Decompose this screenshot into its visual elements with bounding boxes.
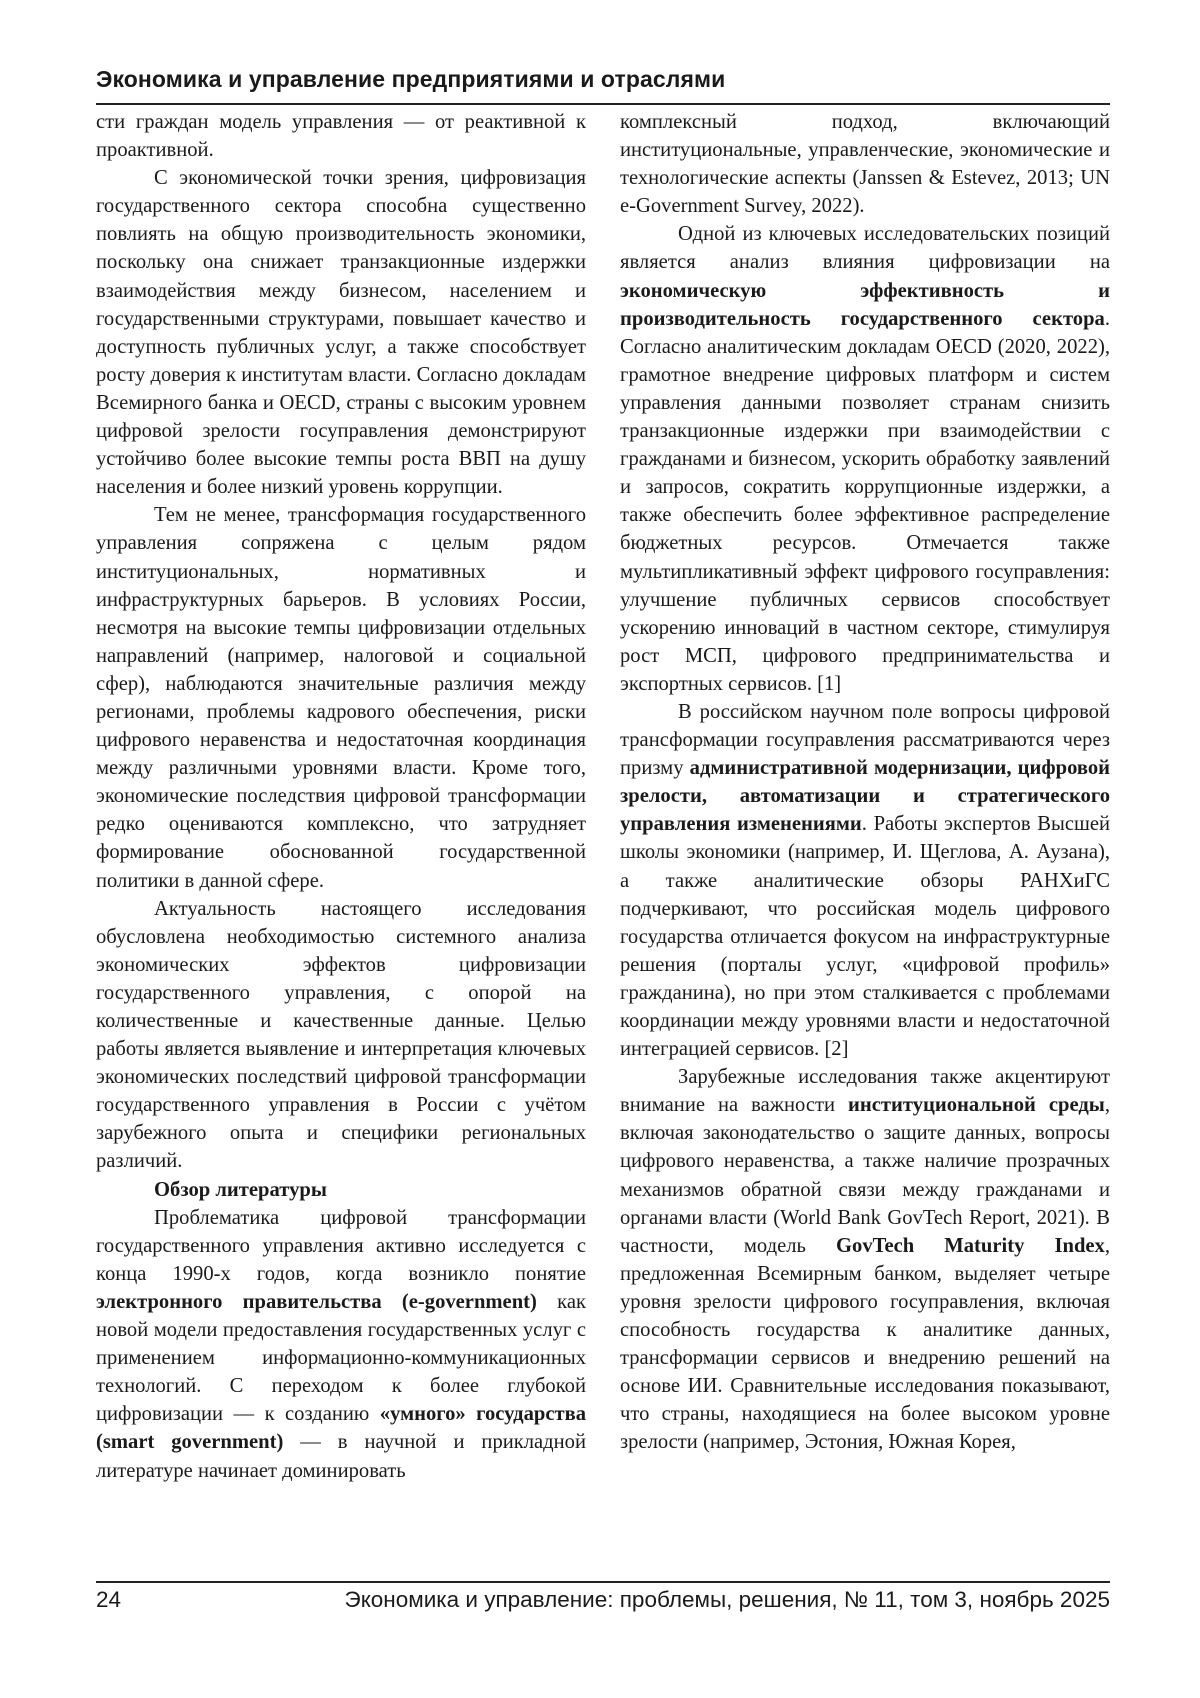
bold-term: «умного» государства (smart government)	[96, 1403, 586, 1454]
journal-citation: Экономика и управление: проблемы, решения, № 11, том 3, ноябрь 2025	[344, 1587, 1110, 1612]
bold-term: административной модернизации, цифровой зрелости, автоматизации и стратегического управления изменениями	[620, 757, 1110, 836]
paragraph	[620, 698, 1110, 1063]
right-column	[620, 108, 1110, 1457]
bold-term: экономическую эффективность и производительность государственного сектора	[620, 279, 1110, 330]
paragraph	[96, 1204, 586, 1485]
paragraph	[620, 220, 1110, 698]
paragraph: сти граждан модель управления — от реактивной к проактивной.	[96, 111, 586, 162]
text-run: Проблематика цифровой трансформации государственного управления активно исследуется с конца 1990-х годов, когда возникло понятие	[96, 1206, 586, 1285]
paragraph	[620, 1063, 1110, 1456]
text-run: . Согласно аналитическим докладам OECD (2020, 2022), грамотное внедрение цифровых платформ и систем управления данными позволяет странам снизить транзакционные издержки при взаимодействии с гражданами и бизнесом, ускорить обработку заявлений и запросов, сократить коррупционные издержки, а также обеспечить более эффективное распределение бюджетных ресурсов. Отмечается также мультипликативный эффект цифрового госуправления: улучшение публичных сервисов способствует ускорению инноваций в частном секторе, стимулируя рост МСП, цифрового предпринимательства и экспортных сервисов. [1]	[620, 307, 1110, 695]
paragraph: С экономической точки зрения, цифровизация государственного сектора способна существенно повлиять на общую производительность экономики, поскольку она снижает транзакционные издержки взаимодействия между бизнесом, населением и государственными структурами, повышает качество и доступность публичных услуг, а также способствует росту доверия к институтам власти. Согласно докладам Всемирного банка и OECD, страны с высоким уровнем цифровой зрелости госуправления демонстрируют устойчиво более высокие темпы роста ВВП на душу населения и более низкий уровень коррупции.	[96, 167, 586, 499]
text-run: . Работы экспертов Высшей школы экономики (например, И. Щеглова, А. Аузана), а также аналитические обзоры РАНХиГС подчеркивают, что российская модель цифрового государства отличается фокусом на инфраструктурные решения (порталы услуг, «цифровой профиль» гражданина), но при этом сталкивается с проблемами координации между уровнями власти и недостаточной интеграцией сервисов. [2]	[620, 813, 1110, 1061]
running-head: Экономика и управление предприятиями и отраслями	[96, 66, 726, 92]
bold-term: GovTech Maturity Index	[836, 1234, 1105, 1257]
text-run: Зарубежные исследования также акцентируют внимание на важности	[620, 1066, 1110, 1117]
paragraph: Тем не менее, трансформация государственного управления сопряжена с целым рядом институциональных, нормативных и инфраструктурных барьеров. В условиях России, несмотря на высокие темпы цифровизации отдельных направлений (например, налоговой и социальной сфер), наблюдаются значительные различия между регионами, проблемы кадрового обеспечения, риски цифрового неравенства и недостаточная координация между различными уровнями власти. Кроме того, экономические последствия цифровой трансформации редко оцениваются комплексно, что затрудняет формирование обоснованной государственной политики в данной сфере.	[96, 504, 586, 892]
footer-rule	[96, 1581, 1110, 1583]
page-number: 24	[96, 1587, 122, 1612]
text-run: — в научной и прикладной литературе начинает доминировать	[96, 1431, 587, 1482]
section-heading: Обзор литературы	[154, 1178, 327, 1201]
bold-term: институциональной среды	[848, 1094, 1105, 1117]
paragraph: Актуальность настоящего исследования обусловлена необходимостью системного анализа экономических эффектов цифровизации государственного управления, с опорой на количественные и качественные данные. Целью работы является выявление и интерпретация ключевых экономических последствий цифровой трансформации государственного управления в России с учётом зарубежного опыта и специфики региональных различий.	[96, 897, 586, 1173]
text-run: как новой модели предоставления государственных услуг с применением информационно-коммуникационных технологий. С переходом к более глубокой цифровизации — к созданию	[96, 1290, 586, 1426]
header-rule	[96, 103, 1110, 105]
text-run: , предложенная Всемирным банком, выделяет четыре уровня зрелости цифрового госуправления, включая способность государства к аналитике данных, трансформации сервисов и внедрению решений на основе ИИ. Сравнительные исследования показывают, что страны, находящиеся на более высоком уровне зрелости (например, Эстония, Южная Корея,	[620, 1234, 1110, 1454]
paragraph: комплексный подход, включающий институциональные, управленческие, экономические и технологические аспекты (Janssen & Estevez, 2013; UN e-Government Survey, 2022).	[620, 111, 1110, 218]
text-run: В российском научном поле вопросы цифровой трансформации госуправления рассматриваются через призму	[620, 700, 1110, 780]
text-run: , включая законодательство о защите данных, вопросы цифрового неравенства, а также наличие прозрачных механизмов обратной связи между гражданами и органами власти (World Bank GovTech Report, 2021). В частности, модель	[620, 1094, 1110, 1257]
bold-term: электронного правительства (e-government)	[96, 1290, 537, 1313]
text-run: Одной из ключевых исследовательских позиций является анализ влияния цифровизации на	[620, 223, 1110, 274]
left-column	[96, 108, 586, 1485]
page-footer	[96, 1587, 1110, 1621]
